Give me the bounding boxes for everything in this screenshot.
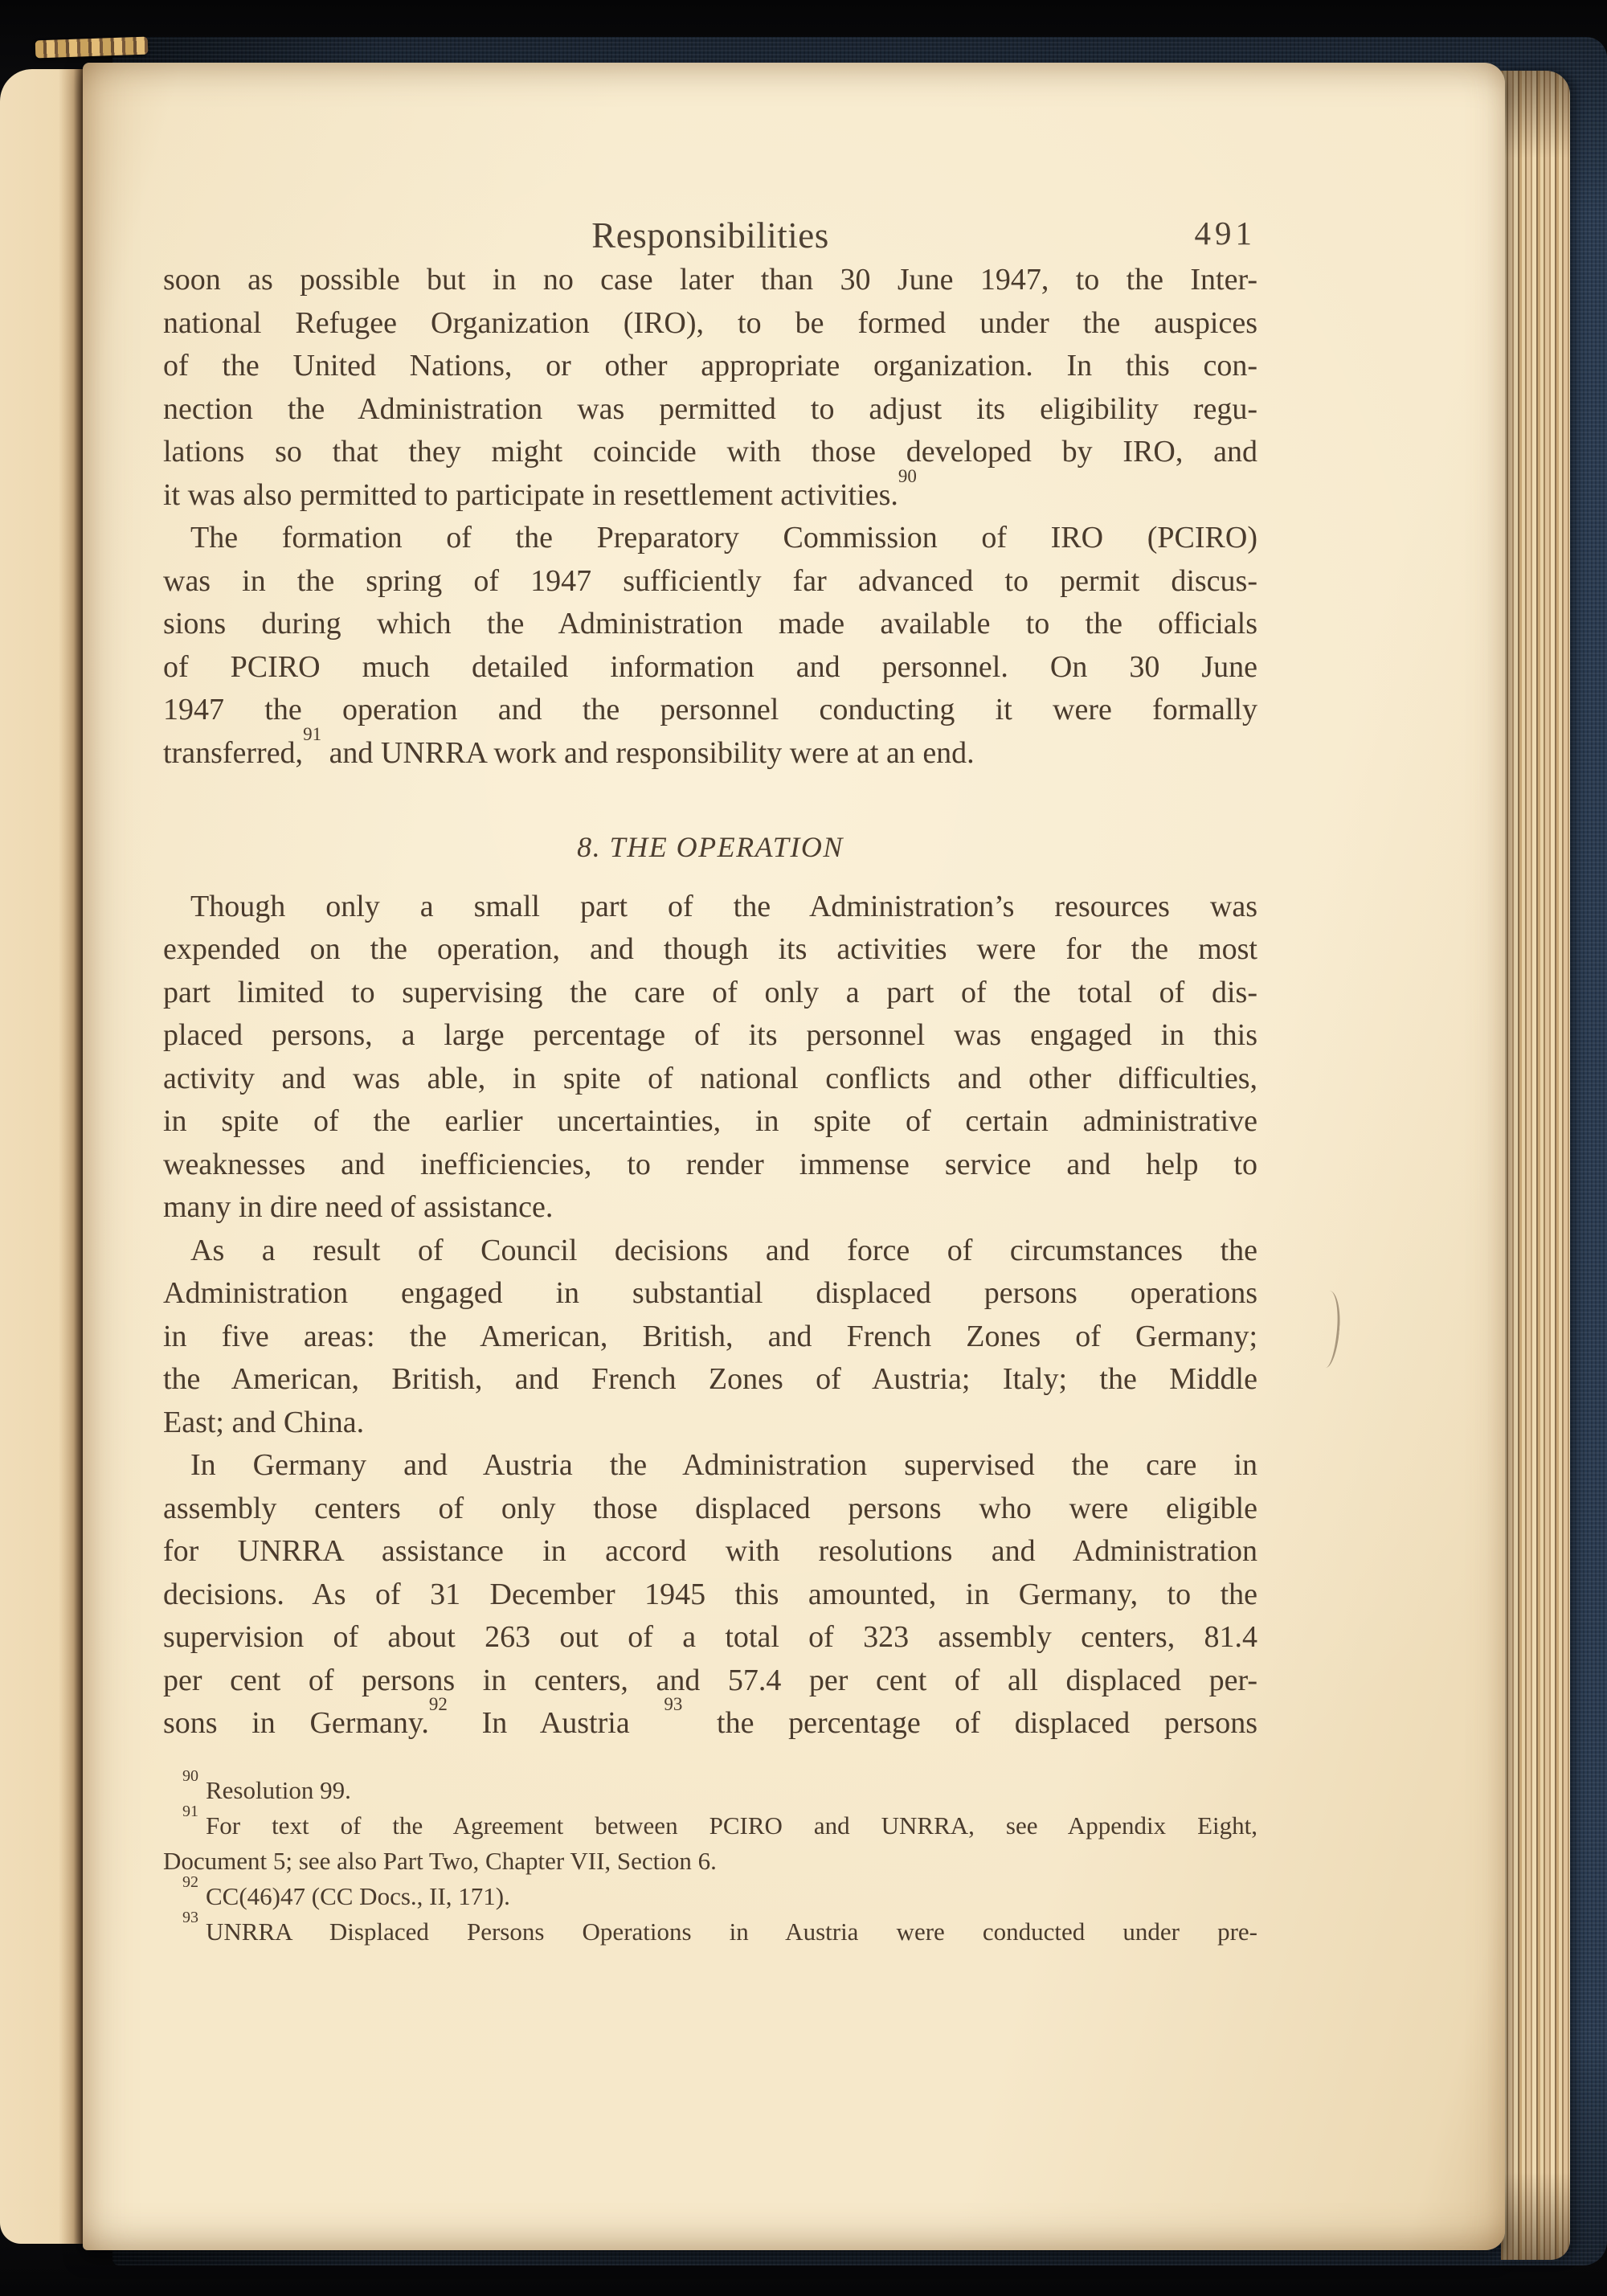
text-line: per cent of persons in centers, and 57.4 per cent of all displaced per- (163, 1663, 1257, 1697)
paragraph-2 (163, 517, 1257, 775)
text-line: sions during which the Administration made available to the officials (163, 607, 1257, 641)
footnote-ref: 92 (428, 1694, 448, 1715)
footnote-number: 92 (182, 1873, 198, 1892)
pencil-mark (1315, 1290, 1343, 1369)
text-line (163, 723, 1257, 776)
text-line: Administration engaged in substantial displaced persons operations (163, 1276, 1257, 1310)
text-run: sons in Germany. (163, 1706, 429, 1740)
footnote-text: For text of the Agreement between PCIRO and UNRRA, see Appendix Eight, (206, 1811, 1257, 1840)
text-line: in spite of the earlier uncertainties, in spite of certain administrative (163, 1104, 1257, 1138)
text-line: was in the spring of 1947 sufficiently far advanced to permit discus- (163, 563, 1257, 598)
footnotes (163, 1767, 1257, 1950)
text-line: part limited to supervising the care of only a part of the total of dis- (163, 975, 1257, 1009)
text-line: placed persons, a large percentage of its personnel was engaged in this (163, 1018, 1257, 1052)
footnote-line (163, 1803, 1257, 1844)
footnote-ref: 93 (664, 1694, 683, 1715)
text-line: weaknesses and inefficiencies, to render immense service and help to (163, 1147, 1257, 1181)
text-line: of PCIRO much detailed information and personnel. On 30 June (163, 649, 1257, 684)
text-line: supervision of about 263 out of a total of 323 assembly centers, 81.4 (163, 1620, 1257, 1654)
paragraph-1 (163, 259, 1257, 517)
text-line: activity and was able, in spite of national conflicts and other difficulties, (163, 1061, 1257, 1095)
page-number: 491 (1194, 215, 1256, 252)
footnote-line (163, 1767, 1257, 1808)
footnote-text: Resolution 99. (206, 1775, 351, 1804)
footnote-number: 93 (182, 1909, 198, 1927)
paragraph-5 (163, 1444, 1257, 1746)
footnote-line (163, 1909, 1257, 1950)
section-heading: 8. THE OPERATION (577, 831, 844, 863)
text-line: expended on the operation, and though its activities were for the most (163, 932, 1257, 966)
footnote-line (163, 1844, 1257, 1879)
text-run: In Austria (447, 1706, 664, 1740)
footnote-line (163, 1873, 1257, 1914)
text-line: East; and China. (163, 1405, 365, 1439)
text-line: assembly centers of only those displaced persons who were eligible (163, 1491, 1257, 1525)
text-line: the American, British, and French Zones of Austria; Italy; the Middle (163, 1362, 1257, 1396)
footnote-text: CC(46)47 (CC Docs., II, 171). (206, 1881, 510, 1910)
text-line: 1947 the operation and the personnel conducting it were formally (163, 693, 1257, 726)
text-line: national Refugee Organization (IRO), to be formed under the auspices (163, 305, 1257, 340)
paragraph-3 (163, 886, 1257, 1230)
footnote-text: Document 5; see also Part Two, Chapter VII, Section 6. (163, 1846, 717, 1875)
text-line: lations so that they might coincide with those developed by IRO, and (163, 435, 1257, 469)
previous-page-edge (0, 69, 84, 2244)
paragraph-4 (163, 1230, 1257, 1445)
text-line: in five areas: the American, British, and French Zones of Germany; (163, 1319, 1257, 1353)
text-line: many in dire need of assistance. (163, 1190, 554, 1224)
running-header (163, 207, 1257, 264)
footnote-ref: 90 (898, 465, 917, 486)
text-line: In Germany and Austria the Administration supervised the care in (190, 1448, 1257, 1482)
footnote-ref: 91 (303, 723, 322, 744)
text-run: transferred, (163, 735, 304, 770)
text-line (163, 465, 1257, 518)
running-header-title: Responsibilities (591, 215, 829, 256)
footnote-number: 91 (182, 1803, 198, 1821)
book-page (83, 63, 1505, 2250)
text-block (163, 259, 1257, 1950)
text-line: nection the Administration was permitted to adjust its eligibility regu- (163, 391, 1257, 426)
text-line: Though only a small part of the Administration’s resources was (190, 889, 1257, 923)
text-line: decisions. As of 31 December 1945 this amounted, in Germany, to the (163, 1577, 1257, 1611)
footnote-text: UNRRA Displaced Persons Operations in Austria were conducted under pre- (206, 1917, 1257, 1946)
text-line: The formation of the Preparatory Commission of IRO (PCIRO) (190, 521, 1257, 555)
text-line: soon as possible but in no case later than 30 June 1947, to the Inter- (163, 263, 1257, 297)
text-line: for UNRRA assistance in accord with resolutions and Administration (163, 1534, 1257, 1568)
footnote-number: 90 (182, 1767, 198, 1786)
text-line (163, 1694, 1257, 1746)
text-line: of the United Nations, or other appropriate organization. In this con- (163, 349, 1257, 383)
text-line: As a result of Council decisions and force of circumstances the (190, 1233, 1257, 1267)
page-stack-edge (1501, 71, 1570, 2260)
text-run: it was also permitted to participate in resettlement activities. (163, 477, 898, 512)
text-run: the percentage of displaced persons (682, 1706, 1257, 1740)
text-run: and UNRRA work and responsibility were at an end. (321, 735, 975, 770)
